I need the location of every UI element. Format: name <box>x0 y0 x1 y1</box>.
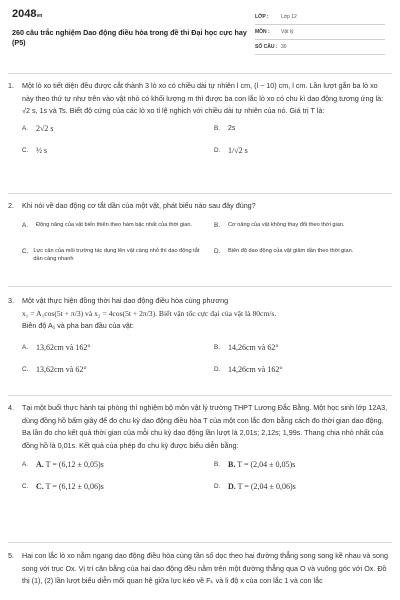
option-label: C. <box>22 247 29 255</box>
question-stem: Hai con lắc lò xo nằm ngang dao động điều hòa cùng tần số dọc theo hai đường thẳng song song kề nhau và song song với trục Ox. Vị trí cân bằng của hai dao động đều nằm trên một đường thẳng qua O và vuông góc với Ox. Đồ thị (1), (2) lần lượt biểu diễn mối quan hệ giữa lực kéo về Fₖ và li độ x của con lắc 1 và con lắc <box>22 551 388 585</box>
option-b[interactable] <box>214 221 384 231</box>
meta-value: Lớp 12 <box>281 14 297 20</box>
divider <box>8 542 392 543</box>
option-label: B. <box>214 461 220 468</box>
question-stem: Một lò xo tiết diện đều được cắt thành 3 lò xo có chiều dài tự nhiên l cm, (l − 10) cm, l cm. Lần lượt gắn ba lò xo này theo thứ tự như trên vào vật nhỏ có khối lượng m thì được ba con lắc lò xo có chu kì dao động tương ứng là: √2 s, 1s và Ts. Biết độ cứng của các lò xo tỉ lệ nghịch với chiều dài tự nhiên của nó. Giá trị T là: <box>22 81 384 115</box>
option-text: 1/√2 s <box>228 145 248 155</box>
option-label: C. <box>22 146 29 154</box>
option-label: A. <box>22 461 28 468</box>
question-3 <box>8 295 390 381</box>
option-c[interactable] <box>22 482 104 492</box>
meta-key: LỚP : <box>255 14 269 20</box>
question-5 <box>8 550 390 588</box>
divider <box>8 395 392 396</box>
option-label: B. <box>214 124 220 132</box>
option-b[interactable] <box>214 343 279 353</box>
option-label: A. <box>22 124 28 132</box>
meta-row-subject <box>255 25 385 40</box>
options <box>22 460 390 502</box>
option-label: D. <box>214 483 221 490</box>
divider <box>8 286 392 287</box>
option-b[interactable] <box>214 124 235 134</box>
document-header <box>0 0 400 62</box>
option-text: Động năng của vật biến thiên theo hàm bậc nhất của thời gian. <box>36 221 193 228</box>
option-label: A. <box>22 343 28 351</box>
stem-line: x₁ = A₁cos(5t + π/3) và x₂ = 4cos(5t + 2π/3). Biết vận tốc cực đại của vật là 80cm/s. <box>22 308 277 318</box>
option-label: B. <box>214 343 220 351</box>
option-label: C. <box>22 365 29 373</box>
question-number: 4. <box>8 403 14 412</box>
option-label: A. <box>22 221 28 229</box>
option-c[interactable] <box>22 365 87 375</box>
question-1 <box>8 80 390 162</box>
option-text: ½ s <box>36 145 48 155</box>
option-text: B. T = (2,04 ± 0,05)s <box>228 460 296 469</box>
option-text: C. T = (6,12 ± 0,06)s <box>36 482 104 491</box>
question-number: 1. <box>8 81 14 90</box>
option-c[interactable] <box>22 247 202 264</box>
page-title: 260 câu trắc nghiệm Dao động điều hòa trong đề thi Đại học cực hay (P5) <box>12 28 247 47</box>
option-text: Lực cản của môi trường tác dụng lên vật càng nhỏ thì dao động tắt dần càng nhanh <box>33 247 200 262</box>
option-text: 2s <box>228 124 236 132</box>
option-text: 13,62cm và 162° <box>36 342 91 352</box>
option-d[interactable] <box>214 247 384 257</box>
option-text: 14,26cm và 162° <box>228 364 283 374</box>
option-a[interactable] <box>22 343 91 353</box>
site-logo[interactable]: 2048vn <box>12 8 43 20</box>
question-number: 5. <box>8 551 14 560</box>
meta-row-class <box>255 10 385 25</box>
meta-row-count <box>255 40 385 55</box>
divider <box>8 193 392 194</box>
meta-table <box>255 10 385 55</box>
stem-line: Một vật thực hiện đồng thời hai dao động điều hòa cùng phương <box>22 296 229 305</box>
option-label: B. <box>214 221 220 229</box>
option-label: D. <box>214 146 221 154</box>
question-number: 3. <box>8 296 14 305</box>
meta-value: Vật lý <box>281 29 294 35</box>
question-stem <box>22 295 390 333</box>
question-4 <box>8 402 390 502</box>
option-text: 13,62cm và 62° <box>36 364 87 374</box>
option-text: 2√2 s <box>36 123 54 133</box>
option-b[interactable] <box>214 460 295 470</box>
question-number: 2. <box>8 201 14 210</box>
options <box>22 219 390 279</box>
stem-line: Biên độ A₁ và pha ban đầu của vật: <box>22 321 134 330</box>
option-label: D. <box>214 365 221 373</box>
option-text: Cơ năng của vật không thay đổi theo thời gian. <box>228 221 345 228</box>
question-stem: Tại một buổi thực hành tại phòng thí nghiệm bộ môn vật lý trường THPT Lương Đắc Bằng. Một học sinh lớp 12A3, dùng đồng hồ bấm giây để đo chu kỳ dao động điều hòa T của một con lắc đơn bằng cách đo thời gian dao động. Ba lần đo cho kết quả thời gian của mỗi chu kỳ dao động lần lượt là 2,01s; 2,12s; 1,99s. Thang chia nhỏ nhất của đồng hồ là 0,01s. Kết quả của phép đo chu kỳ được biểu diễn bằng: <box>22 403 388 450</box>
meta-key: SỐ CÂU : <box>255 44 278 50</box>
option-a[interactable] <box>22 124 54 134</box>
divider <box>8 73 392 74</box>
option-d[interactable] <box>214 482 296 492</box>
options <box>22 124 390 162</box>
question-2 <box>8 200 390 279</box>
option-c[interactable] <box>22 146 47 156</box>
option-label: C. <box>22 483 29 490</box>
question-stem: Khi nói về dao động cơ tắt dần của một vật, phát biểu nào sau đây đúng? <box>22 201 256 210</box>
meta-key: MÔN : <box>255 29 270 35</box>
options <box>22 341 390 381</box>
option-text: A. T = (6,12 ± 0,05)s <box>36 460 104 469</box>
option-a[interactable] <box>22 221 202 231</box>
option-label: D. <box>214 247 221 255</box>
option-text: D. T = (2,04 ± 0,06)s <box>228 482 296 491</box>
option-d[interactable] <box>214 365 283 375</box>
option-d[interactable] <box>214 146 248 156</box>
meta-value: 30 <box>281 44 287 50</box>
option-text: 14,26cm và 62° <box>228 342 279 352</box>
option-a[interactable] <box>22 460 104 470</box>
option-text: Biên độ dao động của vật giảm dần theo thời gian. <box>228 247 354 254</box>
